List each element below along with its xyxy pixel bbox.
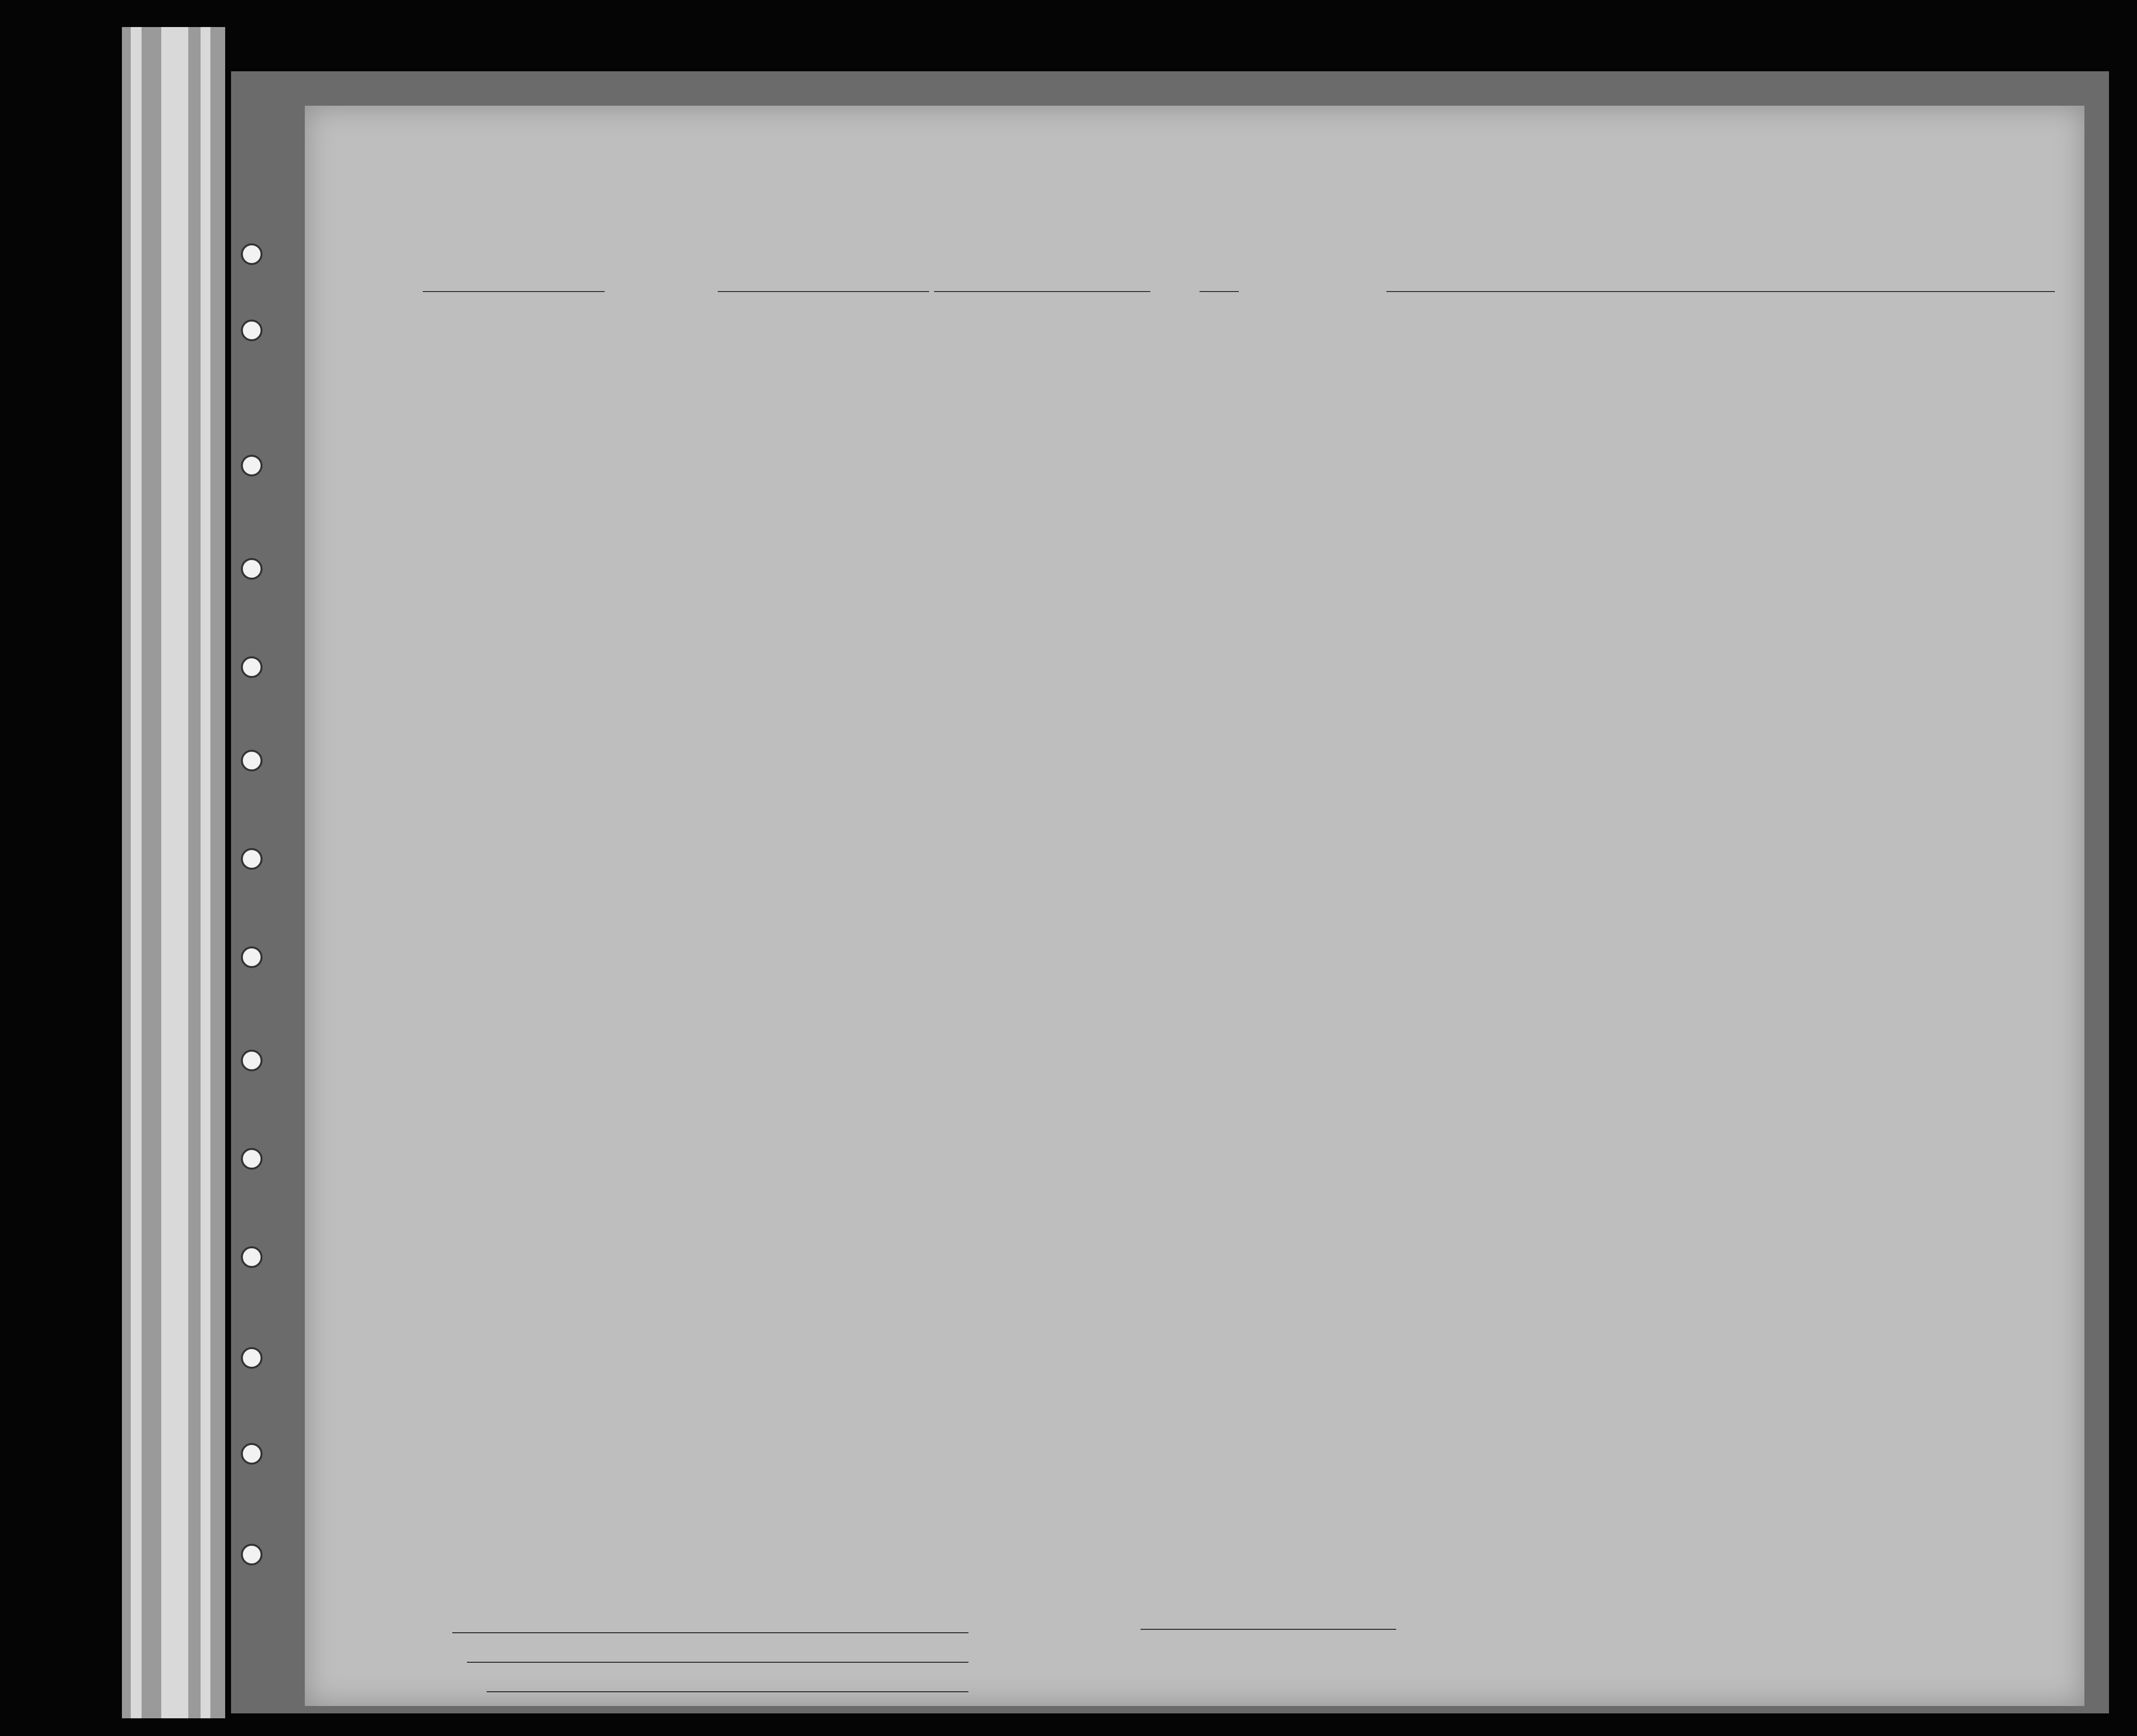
tally-checkmarks [305, 106, 2084, 1706]
manifest-sheet [305, 106, 2084, 1706]
binder-strip [122, 27, 225, 1718]
